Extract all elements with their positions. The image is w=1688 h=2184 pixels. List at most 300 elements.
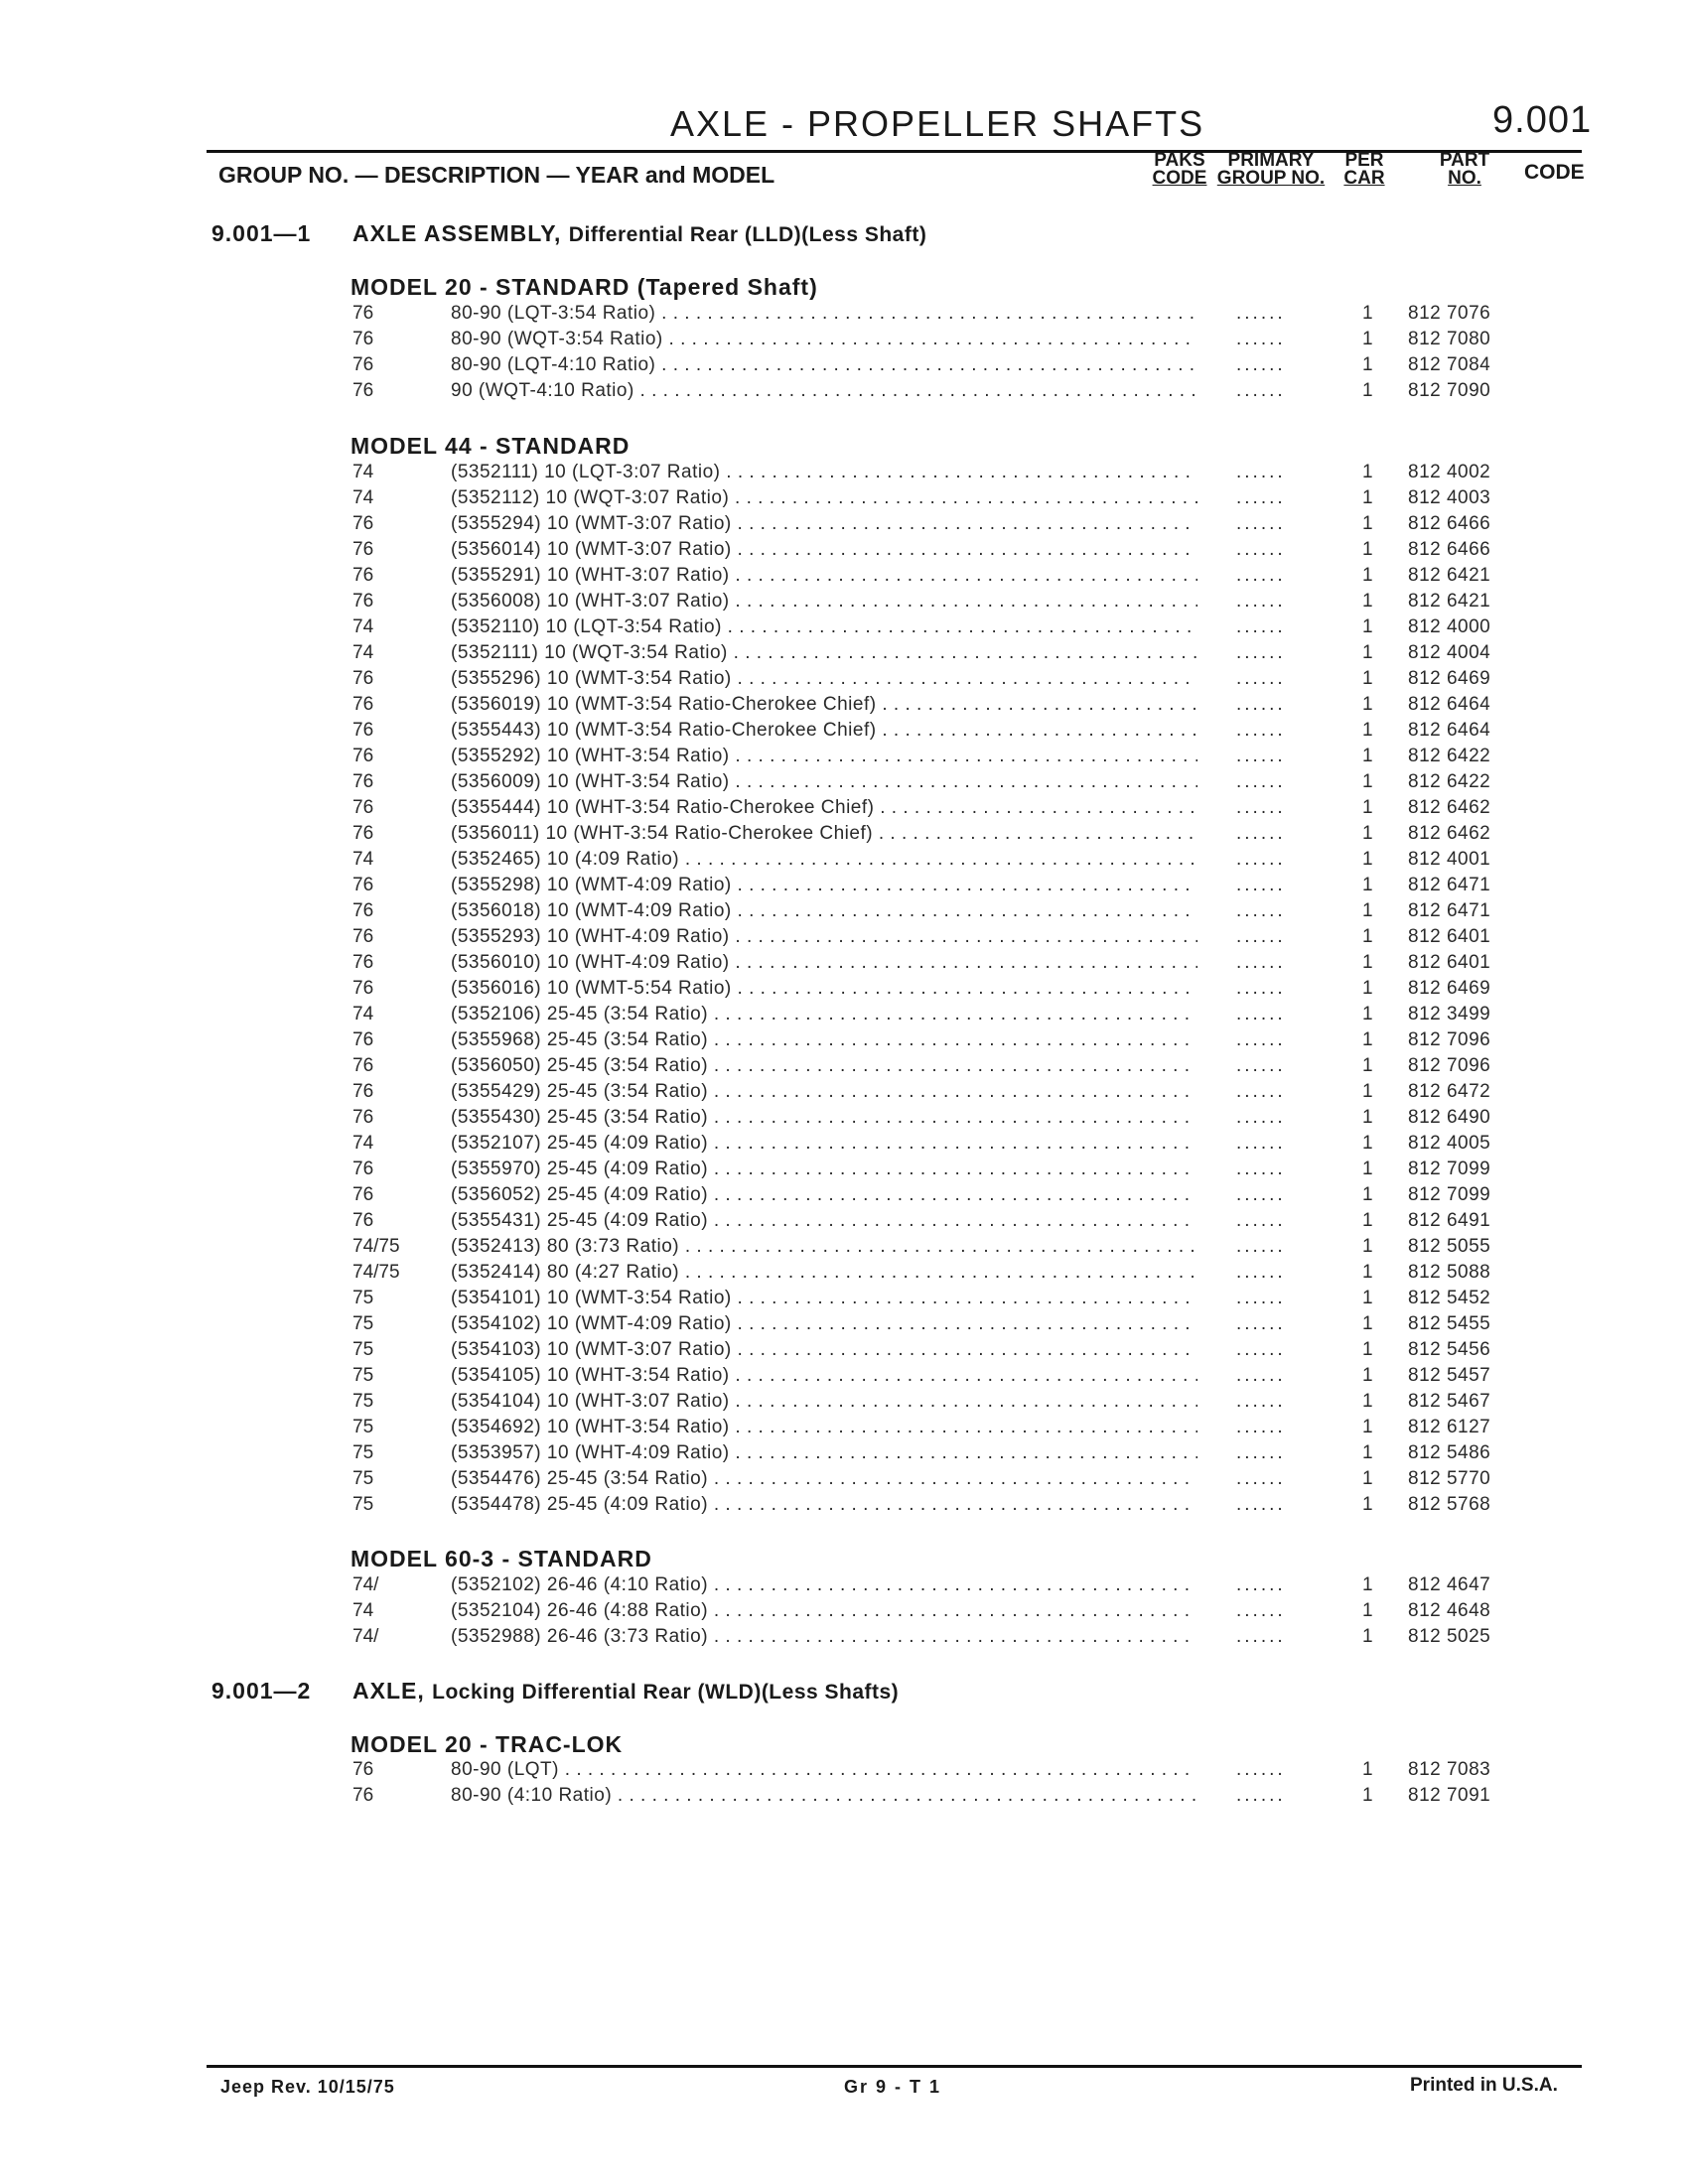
row-paks-dots: ...... xyxy=(1236,875,1286,895)
table-row xyxy=(0,1468,1688,1494)
row-year: 76 xyxy=(352,1107,374,1128)
row-quantity: 1 xyxy=(1362,849,1373,870)
row-year: 76 xyxy=(352,823,374,844)
table-row xyxy=(0,591,1688,616)
row-quantity: 1 xyxy=(1362,926,1373,947)
row-part-number: 812 6471 xyxy=(1408,900,1491,921)
row-year: 75 xyxy=(352,1365,374,1386)
row-description: 80-90 (LQT-4:10 Ratio) . . . xyxy=(451,354,1197,376)
table-row xyxy=(0,668,1688,694)
row-description: (5352106) 25-45 (3:54 Ratio) . . . xyxy=(451,1004,1197,1025)
row-quantity: 1 xyxy=(1362,1626,1373,1647)
row-part-number: 812 5455 xyxy=(1408,1313,1491,1334)
table-row xyxy=(0,926,1688,952)
row-part-number: 812 6471 xyxy=(1408,875,1491,895)
column-header-part-no xyxy=(1430,152,1499,188)
row-quantity: 1 xyxy=(1362,513,1373,534)
row-year: 75 xyxy=(352,1494,374,1515)
row-quantity: 1 xyxy=(1362,1133,1373,1154)
group-title-sub: Locking Differential Rear (WLD)(Less Shafts) xyxy=(432,1681,900,1704)
row-part-number: 812 6464 xyxy=(1408,720,1491,741)
row-paks-dots: ...... xyxy=(1236,329,1286,349)
table-row xyxy=(0,978,1688,1004)
table-row xyxy=(0,1159,1688,1184)
row-paks-dots: ...... xyxy=(1236,1288,1286,1308)
table-row xyxy=(0,1210,1688,1236)
row-description: (5352988) 26-46 (3:73 Ratio) . . . xyxy=(451,1626,1197,1648)
part-line-1: PART xyxy=(1439,150,1490,171)
row-paks-dots: ...... xyxy=(1236,1004,1286,1024)
row-quantity: 1 xyxy=(1362,1262,1373,1283)
table-row xyxy=(0,303,1688,329)
row-description: (5354692) 10 (WHT-3:54 Ratio) . . . xyxy=(451,1417,1197,1438)
table-row xyxy=(0,797,1688,823)
table-row xyxy=(0,1107,1688,1133)
row-quantity: 1 xyxy=(1362,875,1373,895)
primary-line-1: PRIMARY xyxy=(1227,150,1315,171)
row-part-number: 812 5088 xyxy=(1408,1262,1491,1283)
row-quantity: 1 xyxy=(1362,1468,1373,1489)
footer-printed: Printed in U.S.A. xyxy=(1410,2075,1558,2096)
row-part-number: 812 7083 xyxy=(1408,1759,1491,1780)
column-header-paks-code xyxy=(1150,152,1209,188)
row-description: (5352414) 80 (4:27 Ratio) . . . xyxy=(451,1262,1197,1284)
row-part-number: 812 4004 xyxy=(1408,642,1491,663)
row-paks-dots: ...... xyxy=(1236,771,1286,792)
row-description: (5355292) 10 (WHT-3:54 Ratio) . . . xyxy=(451,746,1197,767)
table-row xyxy=(0,1759,1688,1785)
row-description: (5355429) 25-45 (3:54 Ratio) . . . xyxy=(451,1081,1197,1103)
row-year: 75 xyxy=(352,1468,374,1489)
row-year: 74 xyxy=(352,487,374,508)
row-quantity: 1 xyxy=(1362,1494,1373,1515)
table-row xyxy=(0,1365,1688,1391)
row-year: 74 xyxy=(352,849,374,870)
row-part-number: 812 5055 xyxy=(1408,1236,1491,1257)
row-paks-dots: ...... xyxy=(1236,1029,1286,1050)
primary-line-2: GROUP NO. xyxy=(1216,168,1326,189)
row-part-number: 812 6466 xyxy=(1408,539,1491,560)
row-quantity: 1 xyxy=(1362,565,1373,586)
row-part-number: 812 5457 xyxy=(1408,1365,1491,1386)
table-row xyxy=(0,1574,1688,1600)
row-year: 74 xyxy=(352,616,374,637)
row-description: 80-90 (LQT-3:54 Ratio) . . . xyxy=(451,303,1197,325)
row-part-number: 812 7096 xyxy=(1408,1029,1491,1050)
row-part-number: 812 4002 xyxy=(1408,462,1491,482)
row-description: (5355430) 25-45 (3:54 Ratio) . . . xyxy=(451,1107,1197,1129)
table-row xyxy=(0,900,1688,926)
row-quantity: 1 xyxy=(1362,591,1373,612)
row-description: (5355294) 10 (WMT-3:07 Ratio) . . . xyxy=(451,513,1197,535)
row-part-number: 812 6469 xyxy=(1408,978,1491,999)
row-paks-dots: ...... xyxy=(1236,1313,1286,1334)
row-quantity: 1 xyxy=(1362,1055,1373,1076)
row-description: (5356018) 10 (WMT-4:09 Ratio) . . . xyxy=(451,900,1197,922)
row-paks-dots: ...... xyxy=(1236,591,1286,612)
table-row xyxy=(0,380,1688,406)
row-quantity: 1 xyxy=(1362,720,1373,741)
row-description: (5356052) 25-45 (4:09 Ratio) . . . xyxy=(451,1184,1197,1206)
table-row xyxy=(0,1785,1688,1811)
row-part-number: 812 7080 xyxy=(1408,329,1491,349)
row-year: 76 xyxy=(352,746,374,766)
table-row xyxy=(0,1600,1688,1626)
model-heading: MODEL 60-3 - STANDARD xyxy=(351,1546,652,1571)
row-year: 76 xyxy=(352,1159,374,1179)
footer-revision: Jeep Rev. 10/15/75 xyxy=(220,2077,395,2097)
row-description: (5354104) 10 (WHT-3:07 Ratio) . . . xyxy=(451,1391,1197,1413)
table-row xyxy=(0,694,1688,720)
row-year: 76 xyxy=(352,1184,374,1205)
row-paks-dots: ...... xyxy=(1236,642,1286,663)
row-paks-dots: ...... xyxy=(1236,1133,1286,1154)
row-paks-dots: ...... xyxy=(1236,1339,1286,1360)
per-line-2: CAR xyxy=(1343,168,1385,189)
row-paks-dots: ...... xyxy=(1236,952,1286,973)
row-description: (5352110) 10 (LQT-3:54 Ratio) . . . xyxy=(451,616,1197,638)
row-part-number: 812 6462 xyxy=(1408,823,1491,844)
row-description: 90 (WQT-4:10 Ratio) . . . xyxy=(451,380,1197,402)
row-paks-dots: ...... xyxy=(1236,616,1286,637)
group-number: 9.001—1 xyxy=(211,220,312,246)
row-year: 74/75 xyxy=(352,1262,400,1283)
group-title-sub: Differential Rear (LLD)(Less Shaft) xyxy=(568,223,927,246)
row-paks-dots: ...... xyxy=(1236,978,1286,999)
table-row xyxy=(0,1029,1688,1055)
table-row xyxy=(0,616,1688,642)
row-part-number: 812 5486 xyxy=(1408,1442,1491,1463)
row-year: 75 xyxy=(352,1391,374,1412)
row-part-number: 812 5467 xyxy=(1408,1391,1491,1412)
row-description: (5356016) 10 (WMT-5:54 Ratio) . . . xyxy=(451,978,1197,1000)
row-part-number: 812 6464 xyxy=(1408,694,1491,715)
row-year: 76 xyxy=(352,354,374,375)
row-paks-dots: ...... xyxy=(1236,1442,1286,1463)
row-description: 80-90 (WQT-3:54 Ratio) . . . xyxy=(451,329,1197,350)
row-description: (5355296) 10 (WMT-3:54 Ratio) . . . xyxy=(451,668,1197,690)
row-description: (5356009) 10 (WHT-3:54 Ratio) . . . xyxy=(451,771,1197,793)
row-year: 75 xyxy=(352,1417,374,1437)
table-row xyxy=(0,642,1688,668)
row-quantity: 1 xyxy=(1362,1004,1373,1024)
row-year: 76 xyxy=(352,1210,374,1231)
row-description: (5352102) 26-46 (4:10 Ratio) . . . xyxy=(451,1574,1197,1596)
row-description: 80-90 (4:10 Ratio) . . . xyxy=(451,1785,1197,1807)
row-description: 80-90 (LQT) . . . xyxy=(451,1759,1197,1781)
row-year: 76 xyxy=(352,875,374,895)
model-heading: MODEL 20 - TRAC-LOK xyxy=(351,1731,624,1757)
column-header-per-car xyxy=(1339,152,1389,188)
row-quantity: 1 xyxy=(1362,978,1373,999)
row-paks-dots: ...... xyxy=(1236,1468,1286,1489)
row-paks-dots: ...... xyxy=(1236,849,1286,870)
per-line-1: PER xyxy=(1344,150,1384,171)
row-quantity: 1 xyxy=(1362,1313,1373,1334)
table-row xyxy=(0,513,1688,539)
row-quantity: 1 xyxy=(1362,746,1373,766)
row-part-number: 812 5025 xyxy=(1408,1626,1491,1647)
row-quantity: 1 xyxy=(1362,823,1373,844)
row-part-number: 812 4005 xyxy=(1408,1133,1491,1154)
row-part-number: 812 4001 xyxy=(1408,849,1491,870)
row-part-number: 812 6462 xyxy=(1408,797,1491,818)
row-quantity: 1 xyxy=(1362,952,1373,973)
row-description: (5355443) 10 (WMT-3:54 Ratio-Cherokee Chief) . . . xyxy=(451,720,1197,742)
row-quantity: 1 xyxy=(1362,462,1373,482)
row-description: (5352107) 25-45 (4:09 Ratio) . . . xyxy=(451,1133,1197,1155)
row-part-number: 812 4000 xyxy=(1408,616,1491,637)
row-year: 76 xyxy=(352,303,374,324)
table-row xyxy=(0,746,1688,771)
row-quantity: 1 xyxy=(1362,642,1373,663)
row-quantity: 1 xyxy=(1362,329,1373,349)
row-paks-dots: ...... xyxy=(1236,668,1286,689)
row-paks-dots: ...... xyxy=(1236,1262,1286,1283)
row-quantity: 1 xyxy=(1362,1184,1373,1205)
row-year: 76 xyxy=(352,1081,374,1102)
table-row xyxy=(0,1184,1688,1210)
table-row xyxy=(0,1004,1688,1029)
row-quantity: 1 xyxy=(1362,1159,1373,1179)
row-part-number: 812 6469 xyxy=(1408,668,1491,689)
row-quantity: 1 xyxy=(1362,380,1373,401)
row-part-number: 812 6401 xyxy=(1408,952,1491,973)
row-description: (5352104) 26-46 (4:88 Ratio) . . . xyxy=(451,1600,1197,1622)
column-header-description: GROUP NO. — DESCRIPTION — YEAR and MODEL xyxy=(218,162,775,188)
row-part-number: 812 7090 xyxy=(1408,380,1491,401)
row-quantity: 1 xyxy=(1362,539,1373,560)
row-quantity: 1 xyxy=(1362,1759,1373,1780)
table-row xyxy=(0,771,1688,797)
row-quantity: 1 xyxy=(1362,1339,1373,1360)
row-part-number: 812 7099 xyxy=(1408,1184,1491,1205)
row-part-number: 812 5452 xyxy=(1408,1288,1491,1308)
row-description: (5355968) 25-45 (3:54 Ratio) . . . xyxy=(451,1029,1197,1051)
row-description: (5356008) 10 (WHT-3:07 Ratio) . . . xyxy=(451,591,1197,613)
page-number: 9.001 xyxy=(1492,99,1593,141)
group-number: 9.001—2 xyxy=(211,1678,312,1704)
table-row xyxy=(0,1133,1688,1159)
row-part-number: 812 6421 xyxy=(1408,591,1491,612)
row-part-number: 812 5456 xyxy=(1408,1339,1491,1360)
row-year: 76 xyxy=(352,565,374,586)
row-paks-dots: ...... xyxy=(1236,1210,1286,1231)
row-part-number: 812 6472 xyxy=(1408,1081,1491,1102)
row-description: (5354103) 10 (WMT-3:07 Ratio) . . . xyxy=(451,1339,1197,1361)
paks-line-1: PAKS xyxy=(1154,150,1205,171)
row-year: 74 xyxy=(352,462,374,482)
row-quantity: 1 xyxy=(1362,1442,1373,1463)
column-header-code: CODE xyxy=(1524,161,1585,184)
row-description: (5354476) 25-45 (3:54 Ratio) . . . xyxy=(451,1468,1197,1490)
table-row xyxy=(0,823,1688,849)
group-title xyxy=(352,1678,899,1705)
row-paks-dots: ...... xyxy=(1236,797,1286,818)
part-line-2: NO. xyxy=(1448,168,1481,189)
table-row xyxy=(0,1288,1688,1313)
row-paks-dots: ...... xyxy=(1236,1494,1286,1515)
row-paks-dots: ...... xyxy=(1236,746,1286,766)
row-description: (5352112) 10 (WQT-3:07 Ratio) . . . xyxy=(451,487,1197,509)
row-year: 76 xyxy=(352,1055,374,1076)
group-title-main: AXLE ASSEMBLY, xyxy=(352,220,562,246)
row-part-number: 812 4648 xyxy=(1408,1600,1491,1621)
row-description: (5355298) 10 (WMT-4:09 Ratio) . . . xyxy=(451,875,1197,896)
row-description: (5355291) 10 (WHT-3:07 Ratio) . . . xyxy=(451,565,1197,587)
row-description: (5352111) 10 (LQT-3:07 Ratio) . . . xyxy=(451,462,1197,483)
row-quantity: 1 xyxy=(1362,1417,1373,1437)
row-part-number: 812 4003 xyxy=(1408,487,1491,508)
row-part-number: 812 7076 xyxy=(1408,303,1491,324)
row-quantity: 1 xyxy=(1362,668,1373,689)
table-row xyxy=(0,875,1688,900)
row-quantity: 1 xyxy=(1362,694,1373,715)
row-paks-dots: ...... xyxy=(1236,720,1286,741)
table-row xyxy=(0,329,1688,354)
row-description: (5354101) 10 (WMT-3:54 Ratio) . . . xyxy=(451,1288,1197,1309)
table-row xyxy=(0,1081,1688,1107)
row-description: (5355444) 10 (WHT-3:54 Ratio-Cherokee Chief) . . . xyxy=(451,797,1197,819)
row-description: (5353957) 10 (WHT-4:09 Ratio) . . . xyxy=(451,1442,1197,1464)
row-quantity: 1 xyxy=(1362,1365,1373,1386)
row-paks-dots: ...... xyxy=(1236,823,1286,844)
row-description: (5354478) 25-45 (4:09 Ratio) . . . xyxy=(451,1494,1197,1516)
row-year: 74 xyxy=(352,1133,374,1154)
row-quantity: 1 xyxy=(1362,487,1373,508)
table-row xyxy=(0,1262,1688,1288)
row-quantity: 1 xyxy=(1362,1210,1373,1231)
row-year: 76 xyxy=(352,694,374,715)
table-row xyxy=(0,1236,1688,1262)
group-title-main: AXLE, xyxy=(352,1678,425,1704)
row-description: (5355970) 25-45 (4:09 Ratio) . . . xyxy=(451,1159,1197,1180)
row-year: 76 xyxy=(352,668,374,689)
row-year: 76 xyxy=(352,978,374,999)
row-part-number: 812 4647 xyxy=(1408,1574,1491,1595)
row-part-number: 812 6466 xyxy=(1408,513,1491,534)
row-paks-dots: ...... xyxy=(1236,303,1286,324)
row-paks-dots: ...... xyxy=(1236,380,1286,401)
row-description: (5356010) 10 (WHT-4:09 Ratio) . . . xyxy=(451,952,1197,974)
footer-group-code: Gr 9 - T 1 xyxy=(844,2077,942,2097)
row-paks-dots: ...... xyxy=(1236,1081,1286,1102)
row-paks-dots: ...... xyxy=(1236,565,1286,586)
table-row xyxy=(0,1442,1688,1468)
row-quantity: 1 xyxy=(1362,1574,1373,1595)
row-part-number: 812 6401 xyxy=(1408,926,1491,947)
row-part-number: 812 7084 xyxy=(1408,354,1491,375)
bottom-rule xyxy=(207,2065,1582,2068)
row-year: 76 xyxy=(352,329,374,349)
row-quantity: 1 xyxy=(1362,1029,1373,1050)
row-part-number: 812 7096 xyxy=(1408,1055,1491,1076)
row-paks-dots: ...... xyxy=(1236,1055,1286,1076)
table-row xyxy=(0,720,1688,746)
row-quantity: 1 xyxy=(1362,1391,1373,1412)
row-description: (5355431) 25-45 (4:09 Ratio) . . . xyxy=(451,1210,1197,1232)
row-year: 74 xyxy=(352,1004,374,1024)
row-paks-dots: ...... xyxy=(1236,1574,1286,1595)
row-year: 74 xyxy=(352,1600,374,1621)
row-paks-dots: ...... xyxy=(1236,694,1286,715)
row-paks-dots: ...... xyxy=(1236,1785,1286,1806)
row-paks-dots: ...... xyxy=(1236,1600,1286,1621)
row-paks-dots: ...... xyxy=(1236,1759,1286,1780)
row-quantity: 1 xyxy=(1362,616,1373,637)
row-paks-dots: ...... xyxy=(1236,900,1286,921)
row-part-number: 812 7091 xyxy=(1408,1785,1491,1806)
row-quantity: 1 xyxy=(1362,1081,1373,1102)
row-paks-dots: ...... xyxy=(1236,1184,1286,1205)
row-year: 75 xyxy=(352,1339,374,1360)
row-year: 76 xyxy=(352,380,374,401)
row-paks-dots: ...... xyxy=(1236,462,1286,482)
row-part-number: 812 6491 xyxy=(1408,1210,1491,1231)
row-part-number: 812 6422 xyxy=(1408,771,1491,792)
row-quantity: 1 xyxy=(1362,1785,1373,1806)
row-paks-dots: ...... xyxy=(1236,926,1286,947)
row-description: (5352111) 10 (WQT-3:54 Ratio) . . . xyxy=(451,642,1197,664)
model-heading: MODEL 44 - STANDARD xyxy=(351,433,631,459)
row-paks-dots: ...... xyxy=(1236,1107,1286,1128)
row-part-number: 812 6490 xyxy=(1408,1107,1491,1128)
row-description: (5352465) 10 (4:09 Ratio) . . . xyxy=(451,849,1197,871)
row-paks-dots: ...... xyxy=(1236,1626,1286,1647)
table-row xyxy=(0,462,1688,487)
row-quantity: 1 xyxy=(1362,303,1373,324)
row-part-number: 812 5768 xyxy=(1408,1494,1491,1515)
table-row xyxy=(0,539,1688,565)
model-heading: MODEL 20 - STANDARD (Tapered Shaft) xyxy=(351,274,818,300)
table-row xyxy=(0,952,1688,978)
row-year: 75 xyxy=(352,1288,374,1308)
row-paks-dots: ...... xyxy=(1236,513,1286,534)
row-description: (5356011) 10 (WHT-3:54 Ratio-Cherokee Chief) . . . xyxy=(451,823,1197,845)
table-row xyxy=(0,1626,1688,1652)
row-year: 75 xyxy=(352,1442,374,1463)
row-year: 76 xyxy=(352,900,374,921)
table-row xyxy=(0,1494,1688,1520)
row-year: 74/ xyxy=(352,1574,379,1595)
row-year: 74/ xyxy=(352,1626,379,1647)
row-description: (5354102) 10 (WMT-4:09 Ratio) . . . xyxy=(451,1313,1197,1335)
row-part-number: 812 6127 xyxy=(1408,1417,1491,1437)
row-part-number: 812 5770 xyxy=(1408,1468,1491,1489)
row-quantity: 1 xyxy=(1362,900,1373,921)
row-year: 74 xyxy=(352,642,374,663)
column-header-primary-group xyxy=(1216,152,1326,188)
row-year: 76 xyxy=(352,926,374,947)
row-paks-dots: ...... xyxy=(1236,1365,1286,1386)
table-row xyxy=(0,487,1688,513)
table-row xyxy=(0,1055,1688,1081)
row-description: (5356050) 25-45 (3:54 Ratio) . . . xyxy=(451,1055,1197,1077)
row-description: (5356019) 10 (WMT-3:54 Ratio-Cherokee Chief) . . . xyxy=(451,694,1197,716)
table-row xyxy=(0,1313,1688,1339)
row-year: 76 xyxy=(352,1029,374,1050)
row-quantity: 1 xyxy=(1362,1107,1373,1128)
row-year: 76 xyxy=(352,720,374,741)
row-quantity: 1 xyxy=(1362,1288,1373,1308)
row-year: 76 xyxy=(352,1759,374,1780)
row-quantity: 1 xyxy=(1362,1600,1373,1621)
row-description: (5354105) 10 (WHT-3:54 Ratio) . . . xyxy=(451,1365,1197,1387)
row-part-number: 812 6422 xyxy=(1408,746,1491,766)
row-description: (5355293) 10 (WHT-4:09 Ratio) . . . xyxy=(451,926,1197,948)
row-quantity: 1 xyxy=(1362,1236,1373,1257)
row-description: (5352413) 80 (3:73 Ratio) . . . xyxy=(451,1236,1197,1258)
